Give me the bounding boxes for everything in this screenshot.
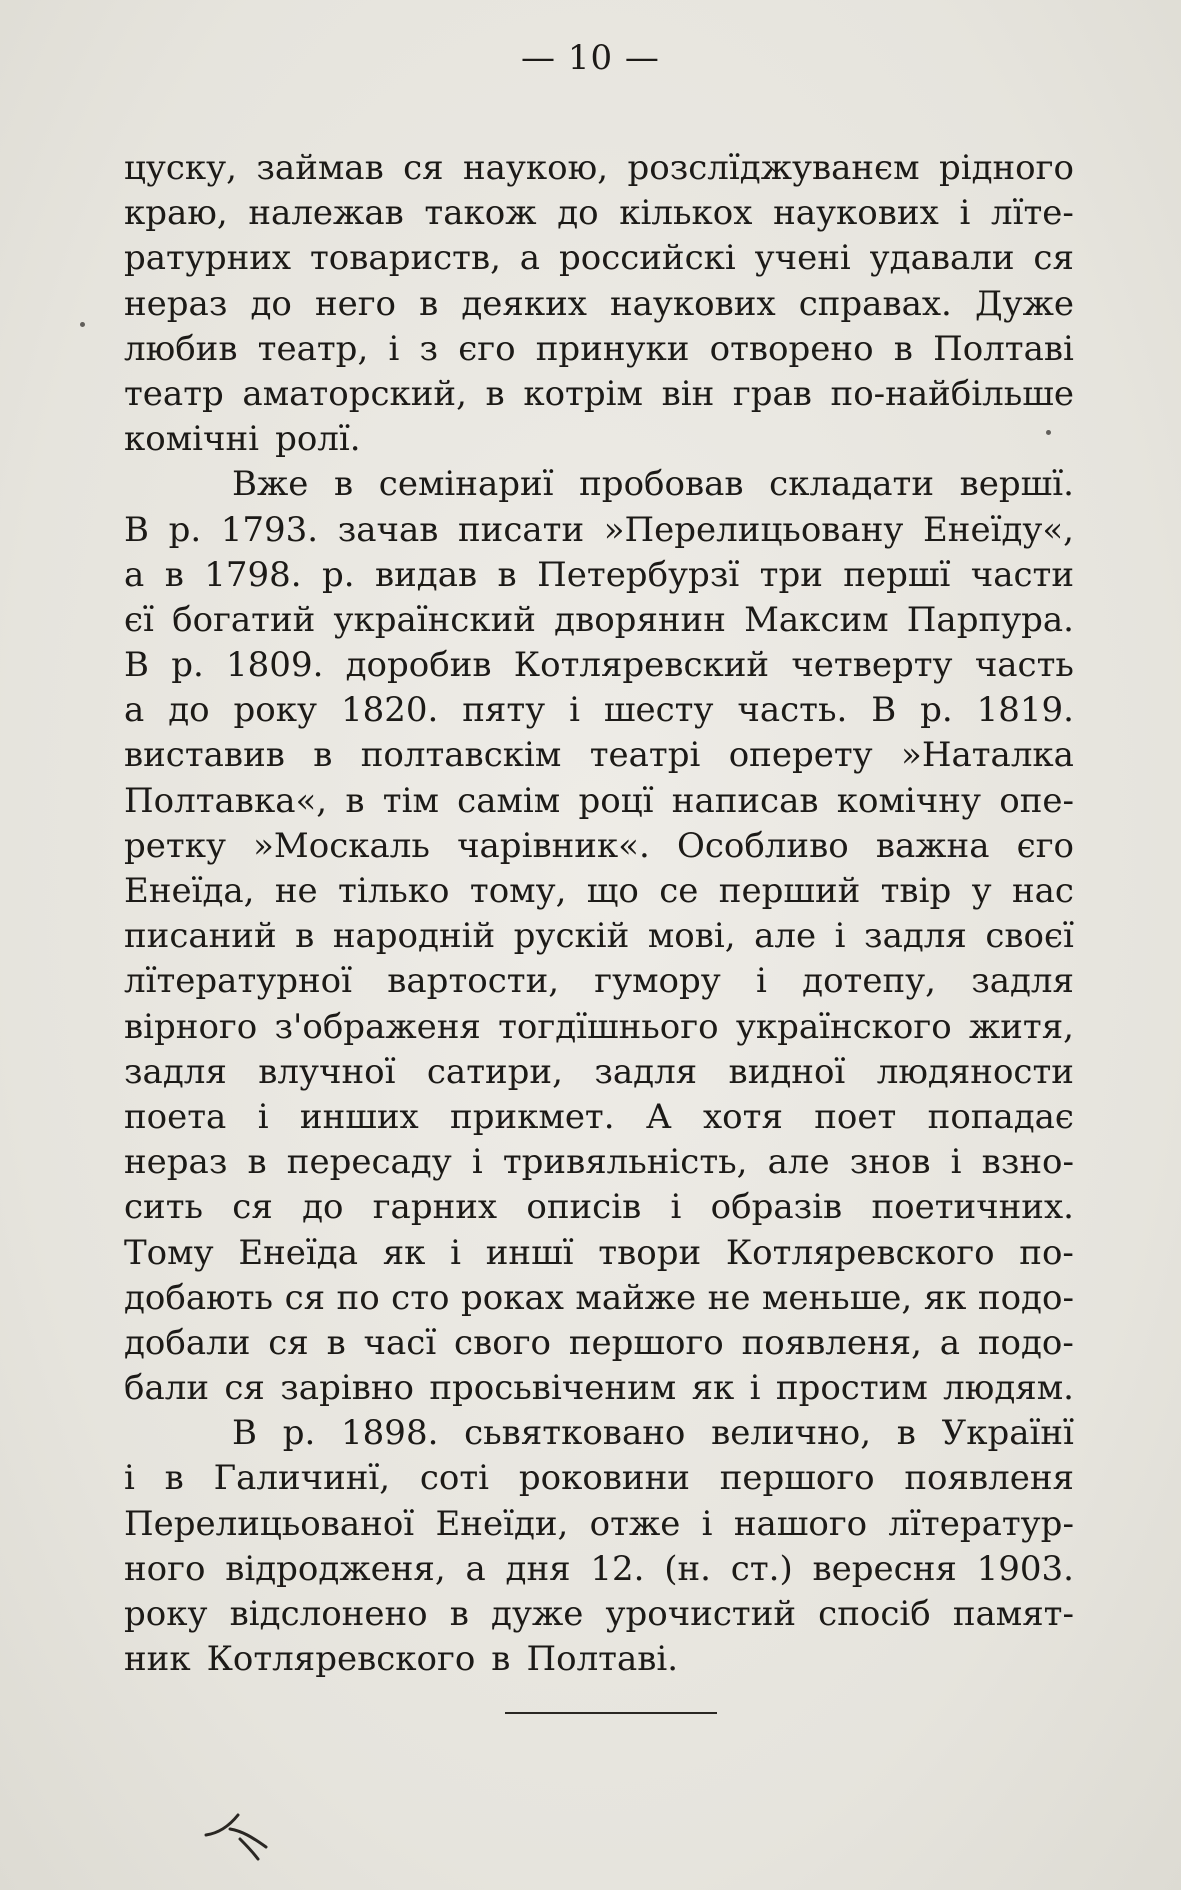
- text-line: нераз до него в деяких наукових справах. Дуже: [124, 283, 1074, 324]
- paper-speck: [80, 322, 85, 327]
- text-line: єї богатий українский дворянин Максим Парпура.: [124, 599, 1074, 640]
- text-line: добають ся по сто роках майже не меньше, як подо-: [124, 1277, 1074, 1318]
- text-line: Полтавка«, в тім самім роцї написав комічну опе-: [124, 780, 1074, 821]
- text-line: театр аматорский, в котрім він грав по-найбільше: [124, 373, 1074, 414]
- text-line: краю, належав також до кількох наукових і лїте-: [124, 193, 1074, 234]
- paper-speck: [1046, 430, 1051, 435]
- text-line: Вже в семінариї пробовав складати вершї.: [232, 464, 1074, 505]
- text-line: добали ся в часї свого першого появленя, а подо-: [124, 1322, 1074, 1363]
- text-line: лїтературної вартости, гумору і дотепу, задля: [124, 961, 1074, 1002]
- text-line: а до року 1820. пяту і шесту часть. В р. 1819.: [124, 690, 1074, 731]
- page-number: — 10 —: [521, 38, 660, 78]
- text-line: задля влучної сатири, задля видної людяности: [124, 1051, 1074, 1092]
- text-line: і в Галичинї, соті роковини першого появленя: [124, 1458, 1074, 1499]
- text-line: виставив в полтавскім театрі оперету »Наталка: [124, 735, 1074, 776]
- text-line: сить ся до гарних описів і образів поетичних.: [124, 1187, 1074, 1228]
- text-line: В р. 1809. доробив Котляревский четверту часть: [124, 645, 1074, 686]
- body-text: [124, 146, 1074, 1682]
- text-line: В р. 1793. зачав писати »Перелицьовану Енеїду«,: [124, 509, 1074, 550]
- text-line: нераз в пересаду і тривяльність, але знов і взно-: [124, 1142, 1074, 1183]
- text-line: ратурних товариств, а российскі учені удавали ся: [124, 238, 1074, 279]
- text-line: а в 1798. р. видав в Петербурзї три першї части: [124, 554, 1074, 595]
- text-line: Тому Енеїда як і иншї твори Котляревского по-: [124, 1232, 1074, 1273]
- ink-scribble-mark: [200, 1795, 280, 1865]
- text-line: писаний в народній рускій мові, але і задля своєї: [124, 916, 1074, 957]
- text-line: поета і инших прикмет. А хотя поет попадає: [124, 1096, 1074, 1137]
- text-line: ного відродженя, а дня 12. (н. ст.) вересня 1903.: [124, 1548, 1074, 1589]
- text-line: вірного з'ображеня тогдїшнього українского житя,: [124, 1006, 1074, 1047]
- text-line: В р. 1898. сьвятковано величнo, в Українї: [232, 1413, 1074, 1454]
- text-line: бали ся зарівно просьвіченим як і простим людям.: [124, 1368, 1074, 1409]
- text-line: ник Котляревского в Полтаві.: [124, 1639, 679, 1680]
- text-line: Перелицьованої Енеїди, отже і нашого лїтератур-: [124, 1503, 1074, 1544]
- text-line: комічні ролї.: [124, 419, 361, 460]
- text-line: ретку »Москаль чарівник«. Особливо важна єго: [124, 825, 1074, 866]
- text-line: року відслонено в дуже урочистий спосіб памят-: [124, 1594, 1074, 1634]
- text-line: цуску, займав ся наукою, розслїджуванєм рідного: [124, 148, 1074, 188]
- text-line: любив театр, і з єго принуки отворено в Полтаві: [124, 328, 1074, 369]
- text-line: Енеїда, не тілько тому, що се перший твір у нас: [124, 871, 1074, 911]
- section-divider: [505, 1712, 717, 1714]
